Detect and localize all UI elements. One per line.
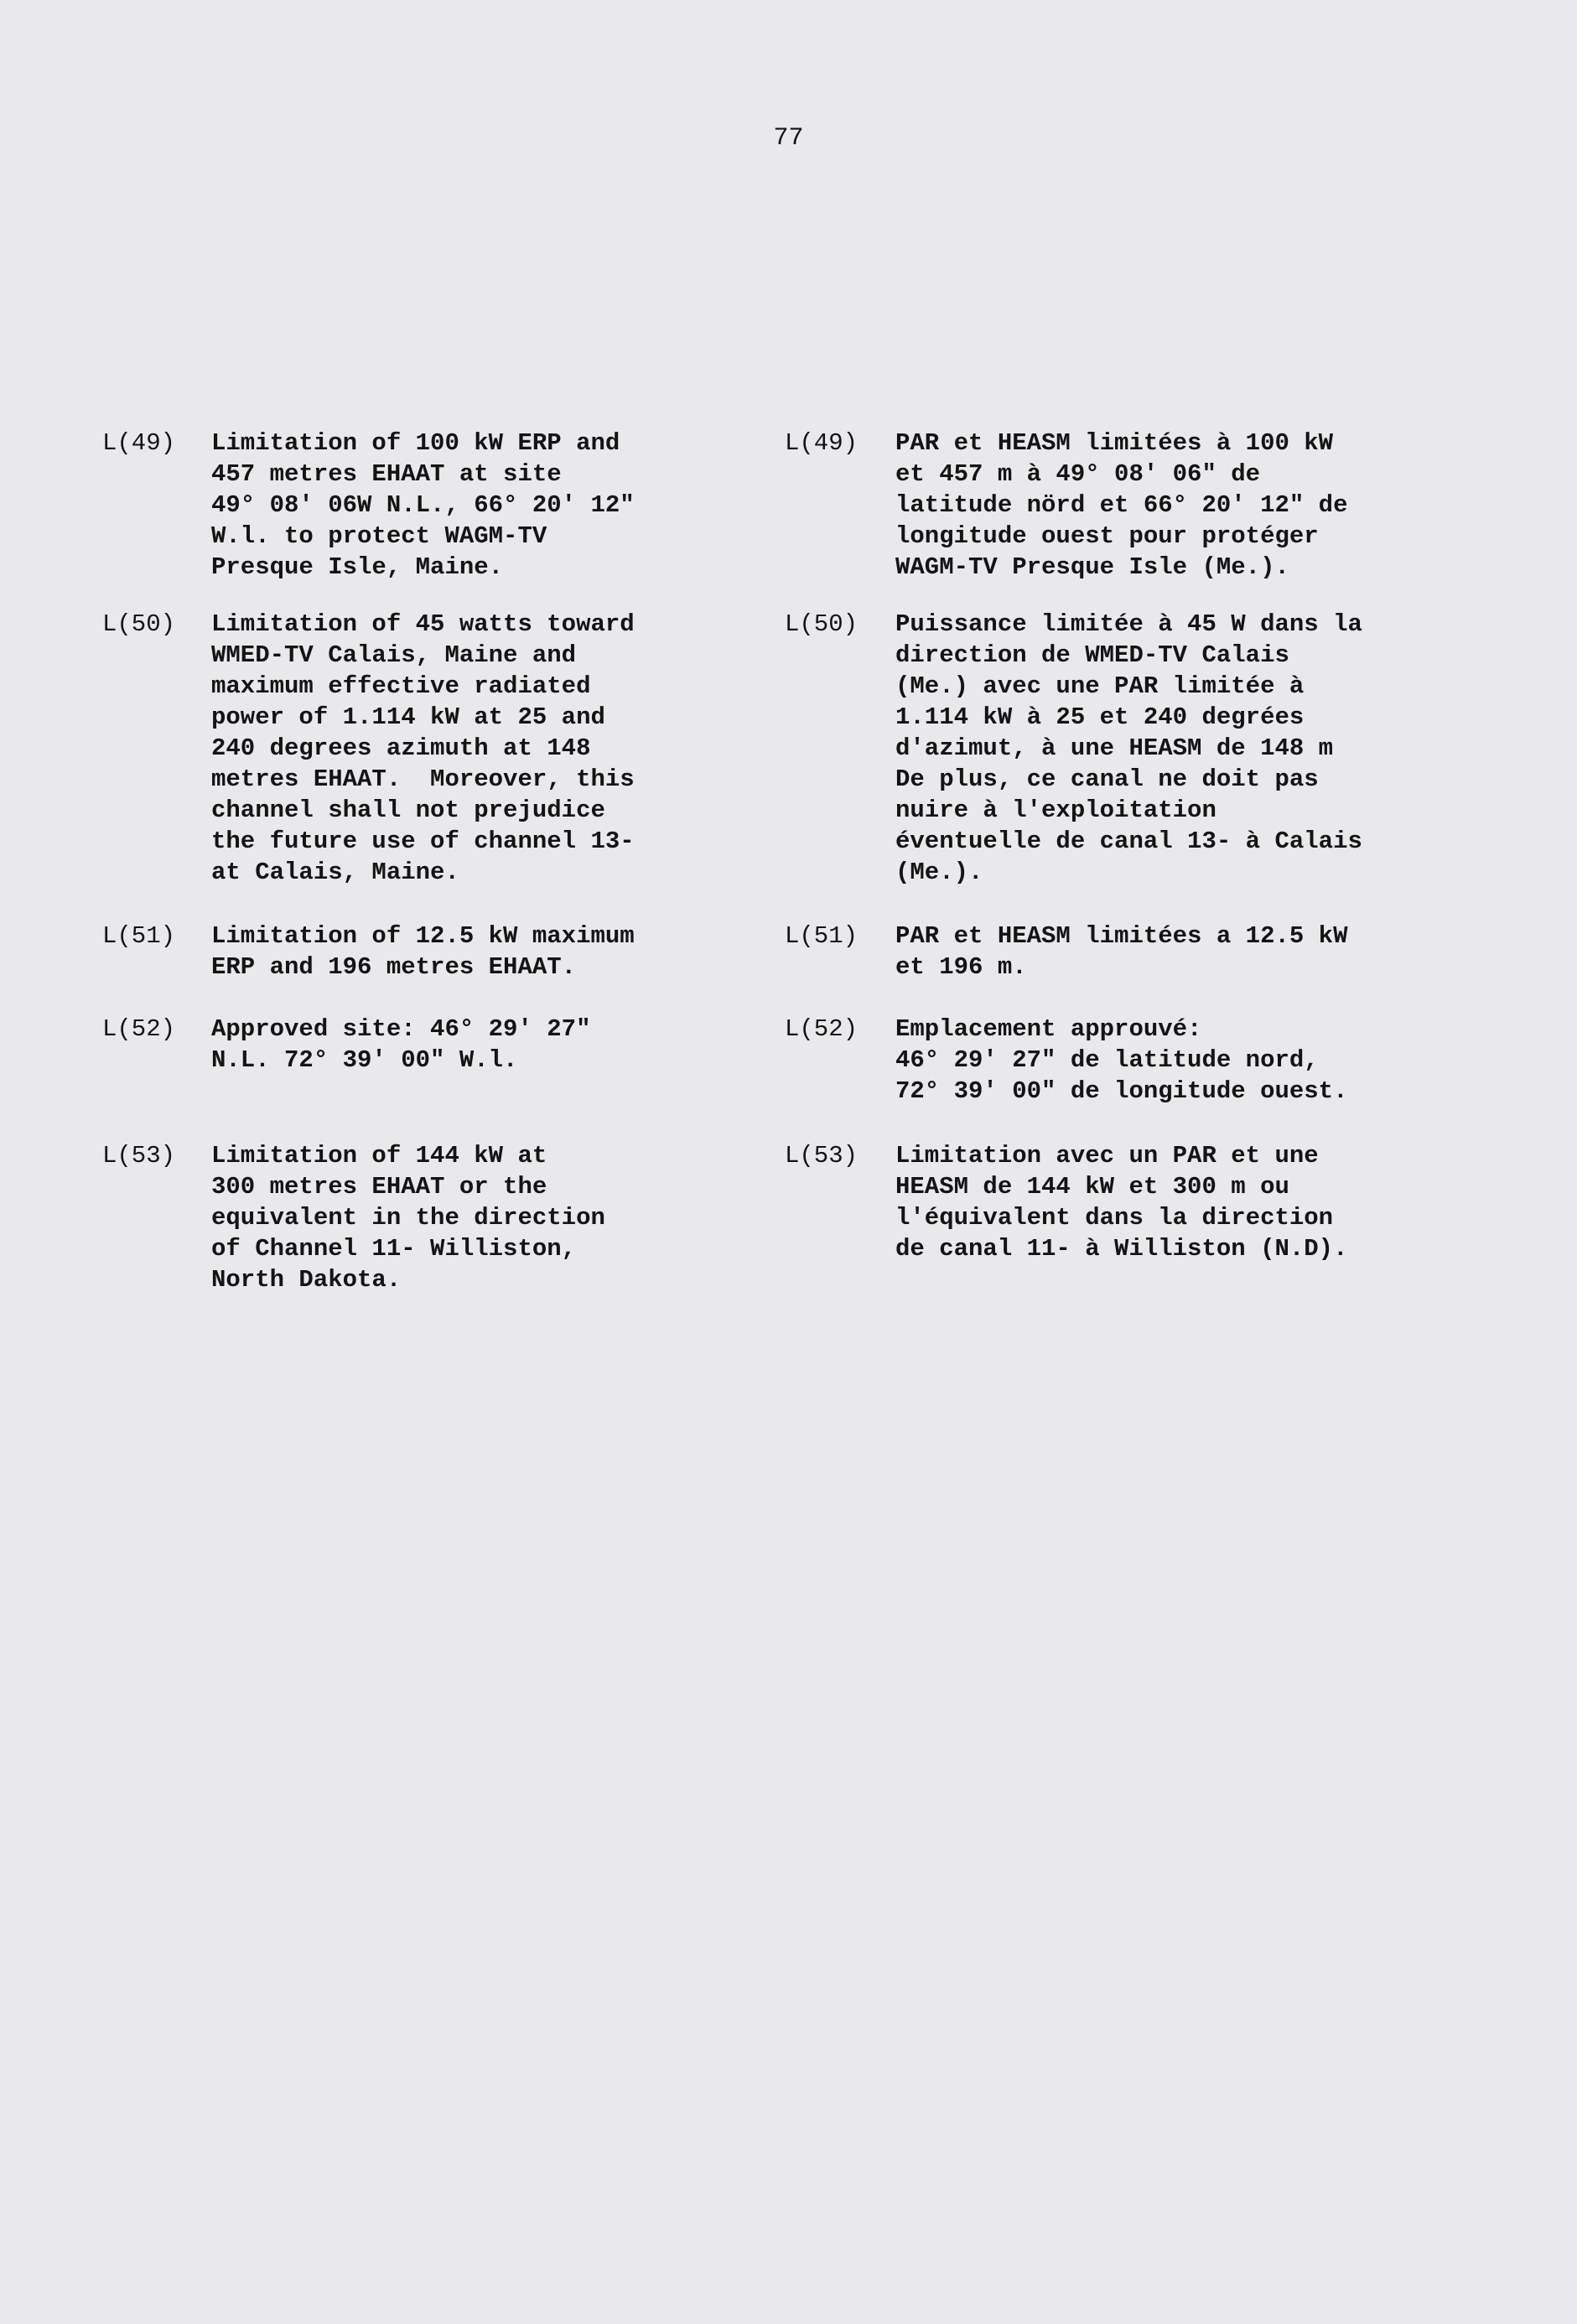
entry-line: Limitation of 45 watts toward: [211, 610, 635, 638]
entry-line: d'azimut, à une HEASM de 148 m: [895, 734, 1334, 762]
entry-line: HEASM de 144 kW et 300 m ou: [895, 1173, 1289, 1201]
entry-fr-l51: [785, 921, 1348, 983]
entry-text: [895, 428, 1348, 583]
page-number: 77: [773, 124, 804, 153]
entry-code: L(50): [102, 610, 176, 638]
entry-line: North Dakota.: [211, 1266, 402, 1294]
entry-code: L(51): [785, 922, 859, 950]
entry-line: latitude nörd et 66° 20' 12" de: [895, 491, 1348, 519]
entry-code: L(49): [785, 429, 859, 457]
entry-code: L(53): [785, 1142, 859, 1170]
entry-line: PAR et HEASM limitées à 100 kW: [895, 429, 1334, 457]
entry-line: the future use of channel 13-: [211, 827, 635, 855]
entry-line: W.l. to protect WAGM-TV: [211, 522, 547, 550]
entry-line: 1.114 kW à 25 et 240 degrées: [895, 703, 1305, 731]
entry-text: [895, 1014, 1348, 1107]
entry-line: (Me.) avec une PAR limitée à: [895, 672, 1305, 700]
entry-line: et 196 m.: [895, 953, 1027, 981]
entry-line: 46° 29' 27" de latitude nord,: [895, 1046, 1319, 1074]
entry-line: N.L. 72° 39' 00" W.l.: [211, 1046, 518, 1074]
entry-line: 300 metres EHAAT or the: [211, 1173, 547, 1201]
entry-line: Limitation of 12.5 kW maximum: [211, 922, 635, 950]
entry-en-l53: [102, 1140, 605, 1295]
entry-code: L(50): [785, 610, 859, 638]
entry-line: l'équivalent dans la direction: [895, 1204, 1334, 1232]
entry-line: channel shall not prejudice: [211, 796, 605, 824]
entry-line: et 457 m à 49° 08' 06" de: [895, 460, 1261, 488]
entry-line: Limitation of 144 kW at: [211, 1142, 547, 1170]
entry-line: Emplacement approuvé:: [895, 1015, 1202, 1043]
entry-line: maximum effective radiated: [211, 672, 591, 700]
entry-text: [211, 921, 635, 983]
entry-fr-l53: [785, 1140, 1348, 1264]
entry-line: 457 metres EHAAT at site: [211, 460, 562, 488]
entry-line: 240 degrees azimuth at 148: [211, 734, 591, 762]
entry-line: 49° 08' 06W N.L., 66° 20' 12": [211, 491, 635, 519]
entry-text: [895, 1140, 1348, 1264]
entry-text: [211, 609, 635, 888]
entry-line: Presque Isle, Maine.: [211, 553, 504, 581]
entry-code: L(53): [102, 1142, 176, 1170]
entry-code: L(49): [102, 429, 176, 457]
entry-line: Puissance limitée à 45 W dans la: [895, 610, 1362, 638]
entry-line: ERP and 196 metres EHAAT.: [211, 953, 577, 981]
entry-line: De plus, ce canal ne doit pas: [895, 765, 1319, 793]
entry-line: Limitation avec un PAR et une: [895, 1142, 1319, 1170]
entry-text: [895, 921, 1348, 983]
entry-line: at Calais, Maine.: [211, 859, 459, 886]
entry-line: power of 1.114 kW at 25 and: [211, 703, 605, 731]
entry-code: L(52): [785, 1015, 859, 1043]
entry-line: nuire à l'exploitation: [895, 796, 1216, 824]
entry-fr-l52: [785, 1014, 1348, 1107]
entry-line: metres EHAAT. Moreover, this: [211, 765, 635, 793]
entry-line: 72° 39' 00" de longitude ouest.: [895, 1077, 1348, 1105]
entry-text: [211, 428, 635, 583]
entry-text: [211, 1014, 590, 1076]
entry-line: of Channel 11- Williston,: [211, 1235, 577, 1263]
entry-line: WAGM-TV Presque Isle (Me.).: [895, 553, 1289, 581]
entry-en-l52: [102, 1014, 590, 1076]
entry-text: [895, 609, 1362, 888]
entry-en-l49: [102, 428, 635, 583]
entry-code: L(52): [102, 1015, 176, 1043]
entry-line: longitude ouest pour protéger: [895, 522, 1319, 550]
entry-text: [211, 1140, 605, 1295]
entry-code: L(51): [102, 922, 176, 950]
entry-line: Approved site: 46° 29' 27": [211, 1015, 591, 1043]
entry-line: de canal 11- à Williston (N.D).: [895, 1235, 1348, 1263]
entry-fr-l50: [785, 609, 1362, 888]
entry-line: WMED-TV Calais, Maine and: [211, 641, 577, 669]
entry-line: equivalent in the direction: [211, 1204, 605, 1232]
entry-line: Limitation of 100 kW ERP and: [211, 429, 620, 457]
entry-fr-l49: [785, 428, 1348, 583]
entry-line: PAR et HEASM limitées a 12.5 kW: [895, 922, 1348, 950]
entry-en-l50: [102, 609, 635, 888]
entry-line: direction de WMED-TV Calais: [895, 641, 1289, 669]
entry-line: (Me.).: [895, 859, 983, 886]
entry-line: éventuelle de canal 13- à Calais: [895, 827, 1362, 855]
entry-en-l51: [102, 921, 635, 983]
